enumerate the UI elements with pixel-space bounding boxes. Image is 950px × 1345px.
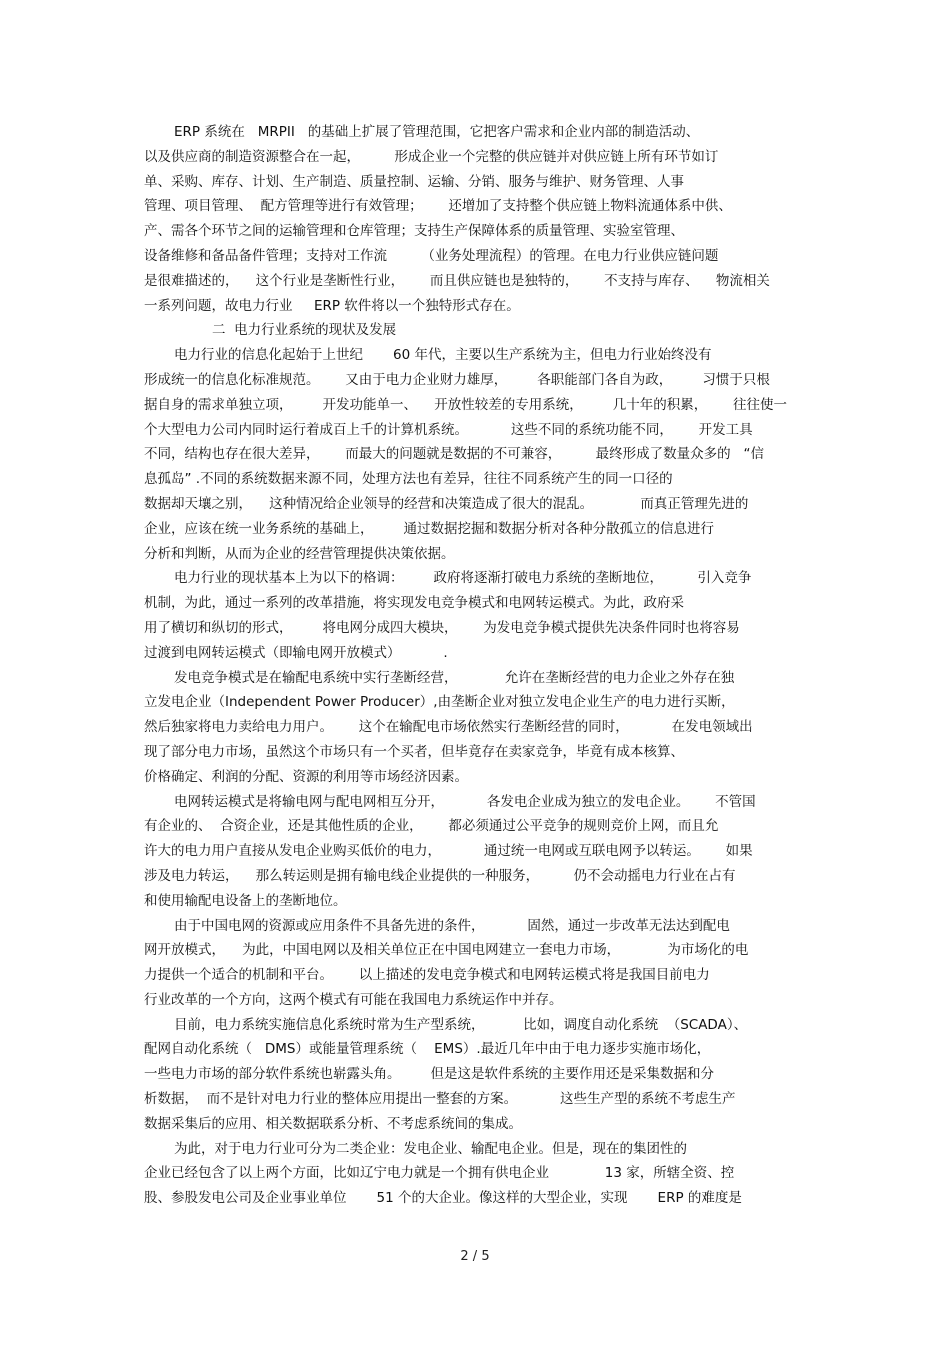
text-line: 涉及电力转运， 那么转运则是拥有输电线企业提供的一种服务， 仍不会动摇电力行业在占有 (144, 867, 736, 884)
text-line: 有企业的、 合资企业，还是其他性质的企业， 都必须通过公平竞争的规则竞价上网，而且允 (144, 818, 719, 835)
text-line: ERP 系统在 MRPII 的基础上扩展了管理范围，它把客户需求和企业内部的制造活动、 (174, 124, 700, 140)
text-line: 企业，应该在统一业务系统的基础上， 通过数据挖掘和数据分析对各种分散孤立的信息进行 (144, 520, 715, 537)
text-line: 息孤岛” .不同的系统数据来源不同，处理方法也有差异，往往不同系统产生的同一口径的 (144, 471, 673, 488)
text-line: 一些电力市场的部分软件系统也崭露头角。 但是这是软件系统的主要作用还是采集数据和分 (144, 1066, 715, 1083)
section-heading: 二 电力行业系统的现状及发展 (212, 322, 397, 339)
text-line: 个大型电力公司内同时运行着成百上千的计算机系统。 这些不同的系统功能不同， 开发工具 (144, 421, 753, 438)
text-line: 产、需各个环节之间的运输管理和仓库管理；支持生产保障体系的质量管理、实验室管理、 (144, 223, 684, 240)
text-line: 然后独家将电力卖给电力用户。 这个在输配电市场依然实行垄断经营的同时， 在发电领域出 (144, 719, 753, 736)
text-line: 形成统一的信息化标准规范。 又由于电力企业财力雄厚， 各职能部门各自为政， 习惯于只根 (144, 371, 770, 388)
text-line: 股、参股发电公司及企业事业单位 51 个的大企业。像这样的大型企业，实现 ERP 的难度是 (144, 1190, 742, 1207)
text-line: 管理、项目管理、 配方管理等进行有效管理； 还增加了支持整个供应链上物料流通体系中供、 (144, 198, 732, 215)
text-line: 分析和判断，从而为企业的经营管理提供决策依据。 (144, 545, 455, 562)
text-line: 数据却天壤之别， 这种情况给企业领导的经营和决策造成了很大的混乱。 而真正管理先进的 (144, 495, 749, 512)
text-line: 设备维修和备品备件管理；支持对工作流 （业务处理流程）的管理。在电力行业供应链问题 (144, 247, 719, 264)
text-line: 目前，电力系统实施信息化系统时常为生产型系统， 比如，调度自动化系统 （SCADA）、 (174, 1016, 748, 1033)
text-line: 企业已经包含了以上两个方面，比如辽宁电力就是一个拥有供电企业 13 家，所辖全资、控 (144, 1165, 735, 1182)
text-line: 不同，结构也存在很大差异， 而最大的问题就是数据的不可兼容， 最终形成了数量众多的 “信 (144, 446, 764, 463)
text-line: 电力行业的信息化起始于上世纪 60 年代，主要以生产系统为主，但电力行业始终没有 (174, 347, 712, 364)
text-line: 电力行业的现状基本上为以下的格调： 政府将逐渐打破电力系统的垄断地位， 引入竞争 (174, 570, 752, 587)
text-line: 行业改革的一个方向，这两个模式有可能在我国电力系统运作中并存。 (144, 991, 563, 1008)
text-line: 配网自动化系统（ DMS）或能量管理系统（ EMS）.最近几年中由于电力逐步实施市场化， (144, 1041, 711, 1058)
text-line: 许大的电力用户直接从发电企业购买低价的电力， 通过统一电网或互联电网予以转运。 如果 (144, 843, 753, 860)
text-line: 发电竞争模式是在输配电系统中实行垄断经营， 允许在垄断经营的电力企业之外存在独 (174, 669, 735, 686)
text-line: 现了部分电力市场，虽然这个市场只有一个买者，但毕竟存在卖家竞争，毕竟有成本核算、 (144, 743, 684, 760)
text-line: 力提供一个适合的机制和平台。 以上描述的发电竞争模式和电网转运模式将是我国目前电力 (144, 967, 710, 984)
text-line: 为此，对于电力行业可分为二类企业：发电企业、输配电企业。但是，现在的集团性的 (174, 1140, 687, 1157)
text-line: 数据采集后的应用、相关数据联系分析、不考虑系统间的集成。 (144, 1115, 522, 1132)
text-line: 网开放模式， 为此，中国电网以及相关单位正在中国电网建立一套电力市场， 为市场化的电 (144, 942, 749, 959)
text-line: 是很难描述的， 这个行业是垄断性行业， 而且供应链也是独特的， 不支持与库存、 物流相关 (144, 272, 770, 289)
text-line: 用了横切和纵切的形式， 将电网分成四大模块， 为发电竞争模式提供先决条件同时也将容易 (144, 619, 740, 636)
text-line: 机制，为此，通过一系列的改革措施，将实现发电竞争模式和电网转运模式。为此，政府采 (144, 595, 684, 612)
text-line: 立发电企业（Independent Power Producer）,由垄断企业对独立发电企业生产的电力进行买断， (144, 694, 735, 711)
text-line: 过渡到电网转运模式（即输电网开放模式） . (144, 644, 448, 661)
text-line: 价格确定、利润的分配、资源的利用等市场经济因素。 (144, 768, 468, 785)
text-line: 和使用输配电设备上的垄断地位。 (144, 892, 347, 909)
body-text (144, 120, 806, 1211)
text-line: 据自身的需求单独立项， 开发功能单一、 开放性较差的专用系统， 几十年的积累， 往往使一 (144, 396, 787, 413)
text-line: 由于中国电网的资源或应用条件不具备先进的条件， 固然，通过一步改革无法达到配电 (174, 917, 730, 934)
page-number: 2 / 5 (460, 1249, 490, 1264)
text-line: 析数据， 而不是针对电力行业的整体应用提出一整套的方案。 这些生产型的系统不考虑生产 (144, 1091, 736, 1108)
text-line: 电网转运模式是将输电网与配电网相互分开， 各发电企业成为独立的发电企业。 不管国 (174, 793, 756, 810)
text-line: 一系列问题，故电力行业 ERP 软件将以一个独特形式存在。 (144, 297, 520, 314)
text-line: 单、采购、库存、计划、生产制造、质量控制、运输、分销、服务与维护、财务管理、人事 (144, 173, 684, 190)
text-line: 以及供应商的制造资源整合在一起， 形成企业一个完整的供应链并对供应链上所有环节如订 (144, 148, 719, 165)
